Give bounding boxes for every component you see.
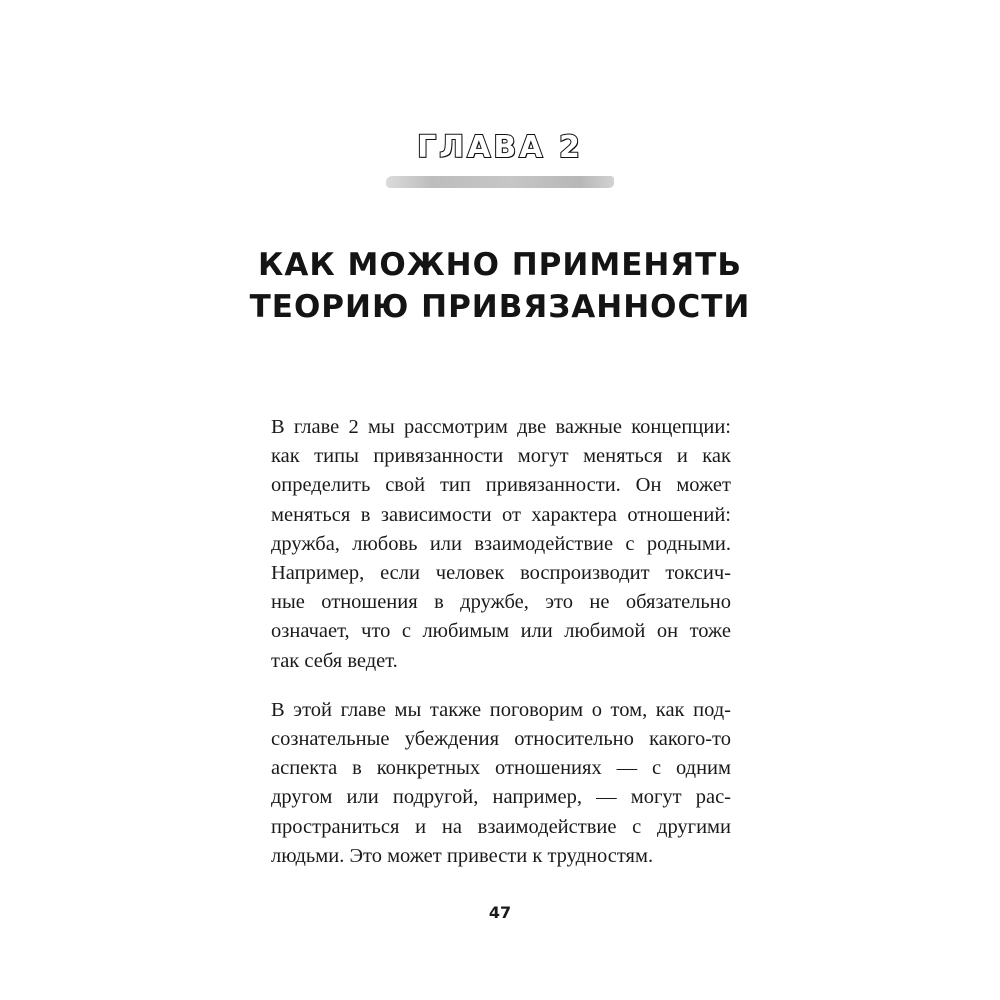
chapter-title bbox=[0, 244, 1000, 328]
text-line: Например, если человек воспроизводит токсич- bbox=[271, 562, 731, 585]
brush-stroke-divider bbox=[386, 176, 614, 188]
text-line: сознательные убеждения относительно какого-то bbox=[271, 728, 731, 751]
text-line: аспекта в конкретных отношениях — с одним bbox=[271, 757, 731, 780]
text-line: означает, что с любимым или любимой он тоже bbox=[271, 620, 731, 643]
page-number: 47 bbox=[488, 903, 512, 922]
chapter-title-line: ТЕОРИЮ ПРИВЯЗАННОСТИ bbox=[249, 289, 751, 325]
text-line: ные отношения в дружбе, это не обязательно bbox=[271, 591, 731, 614]
body-text bbox=[271, 413, 731, 871]
chapter-label: ГЛАВА 2 bbox=[417, 130, 583, 165]
text-line: определить свой тип привязанности. Он может bbox=[271, 474, 731, 497]
text-line: В главе 2 мы рассмотрим две важные концепции: bbox=[271, 416, 731, 438]
paragraph bbox=[271, 696, 731, 871]
text-line: другом или подругой, например, — могут рас- bbox=[271, 786, 731, 809]
paragraph bbox=[271, 413, 731, 676]
text-line: дружба, любовь или взаимодействие с родными. bbox=[271, 532, 731, 555]
text-line: пространиться и на взаимодействие с другими bbox=[271, 815, 731, 838]
text-line: так себя ведет. bbox=[271, 649, 398, 672]
chapter-title-line: КАК МОЖНО ПРИМЕНЯТЬ bbox=[258, 247, 742, 283]
text-line: меняться в зависимости от характера отношений: bbox=[271, 503, 731, 526]
text-line: людьми. Это может привести к трудностям. bbox=[271, 844, 654, 867]
text-line: как типы привязанности могут меняться и как bbox=[271, 445, 731, 468]
text-line: В этой главе мы также поговорим о том, как под- bbox=[271, 698, 731, 721]
